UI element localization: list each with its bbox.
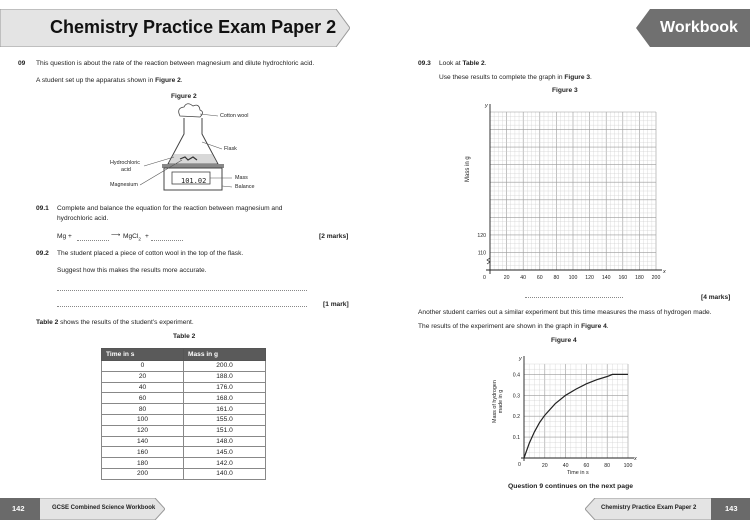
figure-4-y-tick-label: 0.4	[512, 372, 520, 379]
footer-book-title: GCSE Combined Science Workbook	[52, 505, 156, 511]
marks-09-2: [1 mark]	[323, 301, 349, 308]
table-header-mass: Mass in g	[184, 349, 266, 361]
figure-2-caption: Figure 2	[171, 93, 197, 100]
table-row: 60 168.0	[102, 393, 266, 404]
figure-4-y-axis-letter: y	[519, 356, 522, 362]
figure-3-y-axis-letter: y	[485, 103, 488, 109]
table-row: 120 151.0	[102, 425, 266, 436]
table-row: 40 176.0	[102, 382, 266, 393]
equation-arrow: ⟶	[111, 232, 121, 239]
figure-4-x-axis-letter: x	[634, 456, 637, 462]
table-row: 20 188.0	[102, 371, 266, 382]
continues-next-page: Question 9 continues on the next page	[508, 483, 634, 490]
figure-4-x-tick-label: 20	[541, 463, 548, 469]
figure-3-x-tick-label: 80	[553, 275, 560, 281]
figure-4-x-tick-label: 100	[623, 463, 633, 469]
question-number-09: 09	[18, 60, 26, 67]
figure-4-y-tick-label: 0.3	[512, 393, 520, 400]
figure-4-tick-labels	[513, 356, 637, 469]
question-09-1-text-1: Complete and balance the equation for the reaction between magnesium and	[57, 205, 283, 212]
figure-4-graph	[498, 350, 648, 480]
figure-3-x-axis-letter: x	[663, 269, 666, 275]
question-09-1-text-2: hydrochloric acid.	[57, 215, 109, 222]
acid-liquid	[169, 154, 217, 163]
question-09-2-prompt: Suggest how this makes the results more accurate.	[57, 267, 207, 274]
figure-4-x-tick-label: 40	[562, 463, 569, 469]
equation-blank-1[interactable]	[77, 240, 109, 241]
figure-4-x-label: Time in s	[567, 470, 589, 476]
marks-09-1: [2 marks]	[319, 233, 349, 240]
question-09-3-use: Use these results to complete the graph in Figure 3.	[439, 74, 592, 81]
figure-3-x-tick-label: 40	[520, 275, 527, 281]
question-number-09-2: 09.2	[36, 250, 49, 257]
equation-blank-2[interactable]	[151, 240, 183, 241]
cotton-wool-shape	[179, 104, 203, 117]
question-number-09-3: 09.3	[418, 60, 431, 67]
table-2	[101, 348, 266, 480]
equation-mgcl2: MgCl$_2$	[123, 233, 141, 242]
figure-3-axis-break	[487, 258, 490, 264]
figure-3-x-tick-label: 140	[601, 275, 611, 281]
marks-09-3: [4 marks]	[701, 294, 731, 301]
question-09-2-text: The student placed a piece of cotton wool in the top of the flask.	[57, 250, 244, 257]
figure-2-label-flask: Flask	[224, 146, 237, 152]
figure-4-x-tick-label: 80	[604, 463, 611, 469]
equation-mg: Mg +	[57, 233, 72, 240]
figure-2-label-balance: Balance	[235, 184, 255, 190]
figure-4-grid	[524, 364, 628, 458]
figure-3-x-tick-label: 160	[618, 275, 628, 281]
figure-2-label-acid: acid	[121, 167, 131, 173]
figure-2-label-mass: Mass	[235, 175, 248, 181]
figure-3-origin-label: 0	[483, 275, 486, 281]
figure-3-graph	[458, 98, 668, 288]
question-09-intro: This question is about the rate of the reaction between magnesium and dilute hydrochloric acid.	[36, 60, 315, 67]
figure-2-label-cotton-wool: Cotton wool	[220, 113, 249, 119]
balance-top	[162, 164, 224, 168]
another-student-text: Another student carries out a similar experiment but this time measures the mass of hydrogen made.	[418, 309, 712, 316]
figure-4-y-label: Mass of hydrogen made in g	[492, 380, 505, 423]
page-number-left: 142	[12, 504, 25, 513]
table-row: 160 145.0	[102, 447, 266, 458]
results-text: The results of the experiment are shown in the graph in Figure 4.	[418, 323, 609, 330]
figure-4-origin-label: 0	[518, 462, 521, 468]
footer-paper-title: Chemistry Practice Exam Paper 2	[601, 505, 697, 511]
answer-line-1[interactable]	[57, 290, 307, 291]
table-row: 180 142.0	[102, 458, 266, 469]
table-row: 0 200.0	[102, 361, 266, 372]
figure-3-grid	[490, 112, 656, 270]
figure-3-x-tick-label: 100	[568, 275, 578, 281]
equation-plus: +	[145, 233, 149, 240]
figure-4-axes	[521, 356, 634, 461]
balance-reading: 101.02	[181, 177, 207, 185]
figure-3-y-label: Mass in g	[465, 156, 471, 182]
table-header-time: Time in s	[102, 349, 184, 361]
question-number-09-1: 09.1	[36, 205, 49, 212]
figure-3-x-tick-label: 20	[503, 275, 510, 281]
table-row: 80 161.0	[102, 404, 266, 415]
page-number-right: 143	[725, 504, 738, 513]
question-09-apparatus: A student set up the apparatus shown in Figure 2.	[36, 77, 183, 84]
figure-2-label-magnesium: Magnesium	[110, 182, 138, 188]
figure-3-y-tick-label: 120	[477, 232, 486, 239]
table-row: 100 155.0	[102, 414, 266, 425]
figure-3-x-tick-label: 180	[635, 275, 644, 281]
figure-4-x-tick-label: 60	[583, 463, 590, 469]
figure-4-caption: Figure 4	[551, 337, 577, 344]
figure-3-caption: Figure 3	[552, 87, 578, 94]
answer-line-2[interactable]	[57, 306, 307, 307]
figure-3-x-tick-label: 120	[585, 275, 594, 281]
workbook-label: Workbook	[660, 19, 738, 36]
figure-3-y-tick-label: 110	[477, 250, 486, 257]
figure-4-y-tick-label: 0.2	[512, 414, 520, 421]
figure-3-answer-line[interactable]	[525, 297, 623, 298]
figure-3-x-tick-label: 200	[651, 275, 661, 281]
table-2-intro: Table 2 shows the results of the student’s experiment.	[36, 319, 194, 326]
figure-4-y-tick-label: 0.1	[512, 435, 520, 442]
figure-3-x-tick-label: 60	[536, 275, 543, 281]
page-title: Chemistry Practice Exam Paper 2	[50, 17, 337, 37]
figure-2-label-hydrochloric: Hydrochloric	[110, 160, 140, 166]
table-2-caption: Table 2	[173, 333, 196, 340]
table-row: 140 148.0	[102, 436, 266, 447]
question-09-3-look: Look at Table 2.	[439, 60, 487, 67]
table-row: 200 140.0	[102, 468, 266, 479]
